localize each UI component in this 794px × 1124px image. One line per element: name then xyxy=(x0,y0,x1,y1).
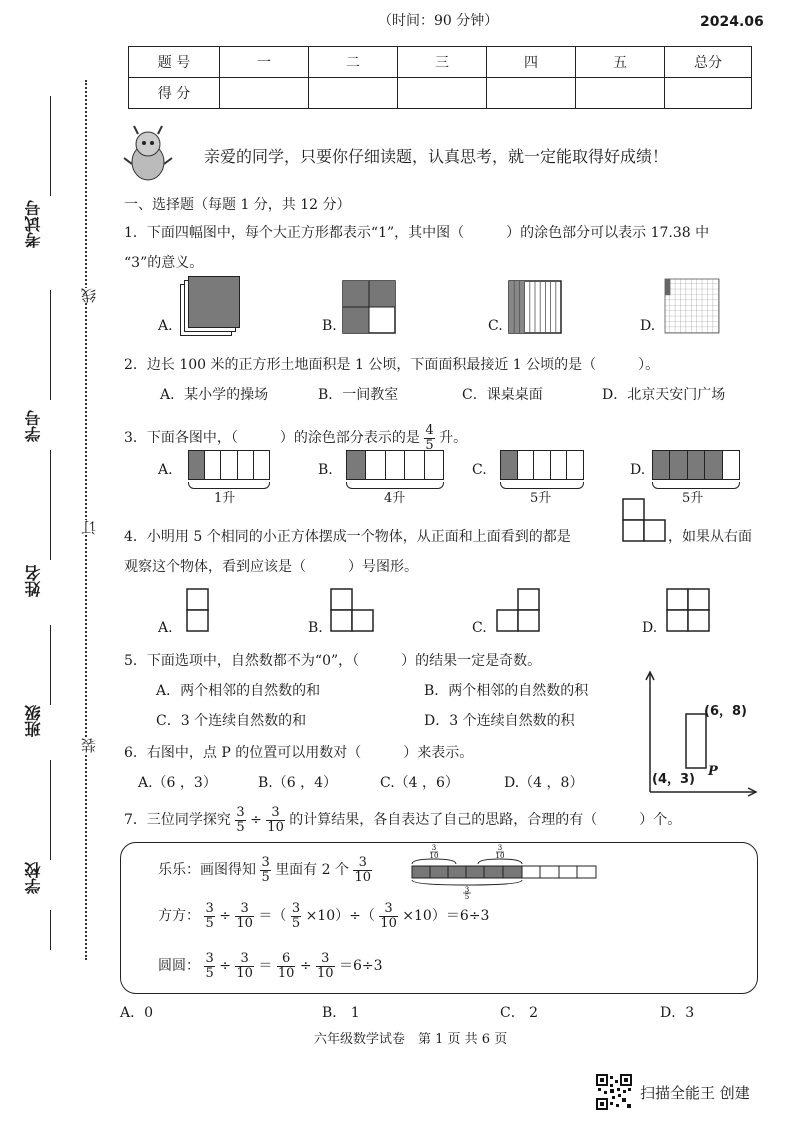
q7-ff-div: ÷ xyxy=(219,908,231,925)
q7-yy-result: ＝6÷3 xyxy=(339,958,383,975)
q7-yy-f3-den: 10 xyxy=(277,965,295,981)
q7-ff-mid: ＝（ xyxy=(258,908,287,925)
q2-option-d[interactable]: D．北京天安门广场 xyxy=(602,387,726,403)
q1-option-b[interactable]: B. xyxy=(322,318,337,334)
q7-lele-bar-diagram xyxy=(408,842,598,900)
q7-option-c[interactable]: C． 2 xyxy=(500,1005,539,1021)
fill-line[interactable] xyxy=(50,760,51,860)
q5-text: 5．下面选项中，自然数都不为“0”，（ ）的结果一定是奇数。 xyxy=(124,653,542,669)
svg-text:3: 3 xyxy=(431,844,437,852)
q7-div: ÷ xyxy=(250,812,262,829)
side-label-name: 姓名 xyxy=(24,565,43,597)
q2-option-b[interactable]: B．一间教室 xyxy=(318,387,399,403)
q4-option-d[interactable]: D. xyxy=(642,620,658,636)
dragon-mascot-icon xyxy=(120,124,176,184)
score-input-cell[interactable] xyxy=(309,78,398,109)
q7-lele-f1-den: 5 xyxy=(261,869,270,885)
svg-text:3: 3 xyxy=(497,844,503,852)
exam-time: （时间：90 分钟） xyxy=(378,13,499,29)
q7-ff-x10b: ×10）＝6÷3 xyxy=(402,908,490,925)
side-label-student-no: 学号 xyxy=(24,410,43,442)
q7-ff-frac3 xyxy=(291,902,301,930)
q7-option-a[interactable]: A．0 xyxy=(120,1005,154,1021)
q7-ff-f4-den: 10 xyxy=(380,915,397,931)
q3-option-a[interactable]: A. xyxy=(158,462,173,478)
q4-text-1b: ，如果从右面 xyxy=(668,529,752,545)
q4-figure-a xyxy=(186,588,210,634)
q5-option-a[interactable]: A．两个相邻的自然数的和 xyxy=(156,683,321,699)
q7-yy-frac2 xyxy=(235,952,254,980)
q3-text-b: 升。 xyxy=(439,430,468,447)
q4-option-b[interactable]: B. xyxy=(308,620,323,636)
q7-lele-row xyxy=(158,856,372,884)
q2-text: 2．边长 100 米的正方形土地面积是 1 公顷，下面面积最接近 1 公顷的是（ ）。 xyxy=(124,357,660,373)
q3-label-b: 4升 xyxy=(384,491,406,506)
q1-figure-d xyxy=(664,278,720,334)
q7-f2-den: 10 xyxy=(267,819,284,835)
q4-option-a[interactable]: A. xyxy=(158,620,173,636)
scanner-watermark: 扫描全能王 创建 xyxy=(640,1084,750,1102)
q7-f1-den: 5 xyxy=(236,819,245,835)
q7-yuanyuan-label: 圆圆： xyxy=(158,958,200,975)
q3-label-a: 1升 xyxy=(214,491,236,506)
binding-mark-line: 线 xyxy=(80,288,98,303)
q7-ff-x10a: ×10）÷（ xyxy=(305,908,375,925)
q7-yy-eq: ＝ xyxy=(258,958,273,975)
q7-ff-f3-den: 5 xyxy=(291,915,301,931)
q7-lele-f1-num: 3 xyxy=(261,855,270,870)
q7-yy-div1: ÷ xyxy=(219,958,231,975)
q7-yy-f3-num: 6 xyxy=(277,952,296,967)
q6-text: 6．右图中，点 P 的位置可以用数对（ ）来表示。 xyxy=(124,745,474,761)
score-table-header-row xyxy=(129,47,752,78)
q1-figure-c xyxy=(508,280,562,334)
q3-text-a: 3．下面各图中，（ ）的涂色部分表示的是 xyxy=(124,430,420,447)
q7-ff-f2-den: 10 xyxy=(236,915,253,931)
q4-option-c[interactable]: C. xyxy=(472,620,487,636)
q7-lele-frac1 xyxy=(260,856,270,884)
side-label-class: 班级 xyxy=(24,705,43,737)
q7-yy-f4-den: 10 xyxy=(317,965,334,981)
q6-option-d[interactable]: D.（4 ，8） xyxy=(504,775,584,791)
svg-text:10: 10 xyxy=(429,852,439,860)
q7-ff-frac2 xyxy=(235,902,254,930)
score-input-cell[interactable] xyxy=(487,78,576,109)
q5-option-d[interactable]: D．3 个连续自然数的积 xyxy=(424,713,575,729)
q7-yuanyuan-row xyxy=(158,952,383,980)
q7-fangfang-label: 方方： xyxy=(158,908,200,925)
q6-option-a[interactable]: A.（6 ，3） xyxy=(138,775,217,791)
score-table xyxy=(128,46,752,109)
q3-label-c: 5升 xyxy=(530,491,552,506)
q6-option-c[interactable]: C.（4 ，6） xyxy=(380,775,459,791)
q7-text-b: 的计算结果，各自表达了自己的思路，合理的有（ ）个。 xyxy=(289,812,682,829)
side-label-exam-no: 考试号 xyxy=(24,200,43,248)
q7-text xyxy=(124,806,681,834)
q7-yy-f1-den: 5 xyxy=(205,965,214,981)
q7-yy-f1-num: 3 xyxy=(205,951,214,966)
binding-mark-staple: 订 xyxy=(80,520,98,535)
binding-mark-bind: 装 xyxy=(80,738,98,753)
q7-ff-f4-num: 3 xyxy=(379,902,398,917)
q3-bar-b xyxy=(346,450,444,480)
q3-option-b[interactable]: B. xyxy=(318,462,333,478)
q7-ff-frac4 xyxy=(379,902,398,930)
svg-text:3: 3 xyxy=(464,886,470,894)
q3-option-d[interactable]: D. xyxy=(630,462,646,478)
q7-lele-f2-num: 3 xyxy=(353,856,372,871)
q4-figure-b xyxy=(330,588,376,634)
q7-yy-f4-num: 3 xyxy=(316,952,335,967)
score-cell: 五 xyxy=(576,47,665,78)
q7-frac-2 xyxy=(266,806,285,834)
q7-yy-f2-den: 10 xyxy=(236,965,253,981)
qr-code-icon xyxy=(596,1074,632,1110)
score-input-cell[interactable] xyxy=(398,78,487,109)
q3-fraction xyxy=(424,424,434,452)
q7-fangfang-row xyxy=(158,902,489,930)
q3-frac-num: 4 xyxy=(425,423,434,438)
q7-ff-f1-den: 5 xyxy=(205,915,214,931)
score-table-score-row xyxy=(129,78,752,109)
score-input-cell[interactable] xyxy=(576,78,665,109)
q7-lele-a: 乐乐：画图得知 xyxy=(158,862,256,879)
svg-text:10: 10 xyxy=(495,852,505,860)
q7-lele-b: 里面有 2 个 xyxy=(275,862,349,879)
q7-lele-f2-den: 10 xyxy=(354,869,371,885)
q6-label-top: (6，8) xyxy=(704,704,747,719)
q4-text-2: 观察这个物体，看到应该是（ ）号图形。 xyxy=(124,559,418,575)
q7-ff-f1-num: 3 xyxy=(205,901,214,916)
q7-ff-f2-num: 3 xyxy=(235,902,254,917)
score-cell: 题 号 xyxy=(129,47,220,78)
q7-f2-num: 3 xyxy=(266,806,285,821)
q4-figure-d xyxy=(666,588,712,634)
q2-option-c[interactable]: C．课桌桌面 xyxy=(462,387,543,403)
exam-date: 2024.06 xyxy=(700,14,764,30)
q7-yy-div2: ÷ xyxy=(299,958,312,975)
page-footer: 六年级数学试卷 第 1 页 共 6 页 xyxy=(314,1032,508,1047)
q1-option-a[interactable]: A. xyxy=(158,318,173,334)
q3-option-c[interactable]: C. xyxy=(472,462,487,478)
q3-bar-c xyxy=(500,450,584,480)
q6-label-bottom: (4，3) xyxy=(652,772,695,787)
q4-reference-shape xyxy=(622,498,666,542)
q1-figure-b xyxy=(342,280,396,334)
q3-bar-a xyxy=(188,450,270,480)
q6-label-p: P xyxy=(708,764,718,779)
q7-f1-num: 3 xyxy=(236,805,245,820)
score-input-cell[interactable] xyxy=(665,78,752,109)
fill-line[interactable] xyxy=(50,96,51,196)
q7-option-d[interactable]: D．3 xyxy=(660,1005,695,1021)
score-input-cell[interactable] xyxy=(220,78,309,109)
q7-yy-frac4 xyxy=(316,952,335,980)
q3-frac-den: 5 xyxy=(425,437,434,453)
score-cell: 总分 xyxy=(665,47,752,78)
q7-text-a: 7．三位同学探究 xyxy=(124,812,231,829)
q4-text-1a: 4．小明用 5 个相同的小正方体摆成一个物体，从正面和上面看到的都是 xyxy=(124,529,571,545)
q1-option-d[interactable]: D. xyxy=(640,318,656,334)
svg-text:5: 5 xyxy=(464,893,470,900)
q4-figure-c xyxy=(496,588,542,634)
score-cell: 一 xyxy=(220,47,309,78)
score-cell: 四 xyxy=(487,47,576,78)
q1-option-c[interactable]: C. xyxy=(488,318,503,334)
q3-text xyxy=(124,424,467,452)
q2-option-a[interactable]: A．某小学的操场 xyxy=(160,387,269,403)
fill-line[interactable] xyxy=(50,450,51,560)
q7-yy-f2-num: 3 xyxy=(235,952,254,967)
q5-option-c[interactable]: C．3 个连续自然数的和 xyxy=(156,713,307,729)
q7-yy-frac1 xyxy=(204,952,214,980)
score-cell: 二 xyxy=(309,47,398,78)
q7-ff-frac1 xyxy=(204,902,214,930)
score-cell: 三 xyxy=(398,47,487,78)
q7-yy-frac3 xyxy=(277,952,296,980)
q1-text-2: “3”的意义。 xyxy=(124,255,204,271)
score-cell: 得 分 xyxy=(129,78,220,109)
fill-line[interactable] xyxy=(50,910,51,950)
section-title: 一、选择题（每题 1 分，共 12 分） xyxy=(124,197,351,213)
q7-ff-f3-num: 3 xyxy=(291,901,301,916)
q1-text: 1．下面四幅图中，每个大正方形都表示“1”，其中图（ ）的涂色部分可以表示 17.38 中 xyxy=(124,225,710,241)
q3-bar-d xyxy=(652,450,740,480)
q5-option-b[interactable]: B．两个相邻的自然数的积 xyxy=(424,683,589,699)
q7-frac-1 xyxy=(235,806,245,834)
q7-lele-frac2 xyxy=(353,856,372,884)
side-label-school: 学校 xyxy=(24,862,43,894)
q3-label-d: 5升 xyxy=(682,491,704,506)
q6-option-b[interactable]: B.（6 ，4） xyxy=(258,775,338,791)
q1-figure-a-full xyxy=(188,276,240,328)
fill-line[interactable] xyxy=(50,625,51,705)
q7-option-b[interactable]: B． 1 xyxy=(322,1005,360,1021)
encouragement-text: 亲爱的同学，只要你仔细读题，认真思考，就一定能取得好成绩！ xyxy=(204,147,669,166)
fill-line[interactable] xyxy=(50,290,51,400)
